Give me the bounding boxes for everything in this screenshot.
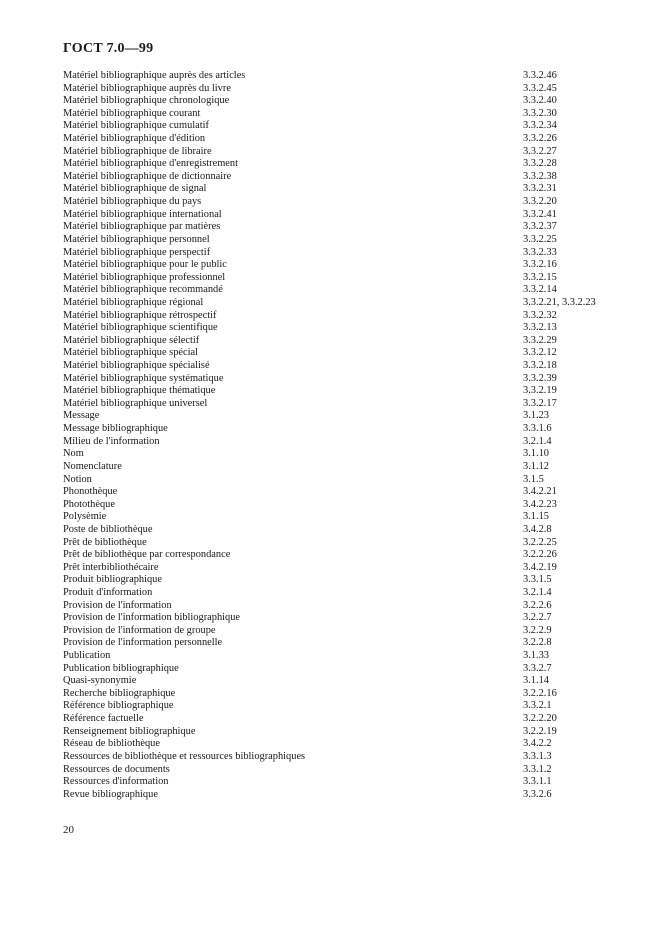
index-entry (63, 108, 623, 121)
index-term: Matériel bibliographique systématique (63, 372, 224, 384)
index-term: Phonothèque (63, 486, 118, 498)
index-entry (63, 474, 623, 487)
index-entry (63, 764, 623, 777)
index-entry (63, 637, 623, 650)
index-entry (63, 284, 623, 297)
index-entry (63, 789, 623, 802)
index-reference: 3.3.2.20 (523, 196, 557, 208)
index-entry (63, 196, 623, 209)
index-reference: 3.2.2.7 (523, 612, 552, 624)
index-term: Ressources d'information (63, 776, 169, 788)
index-reference: 3.1.23 (523, 410, 549, 422)
index-term: Matériel bibliographique spécial (63, 347, 199, 359)
index-reference: 3.3.2.41 (523, 208, 557, 220)
index-term: Photothèque (63, 498, 115, 510)
index-entry (63, 247, 623, 260)
index-reference: 3.3.2.13 (523, 322, 557, 334)
index-term: Produit d'information (63, 586, 153, 598)
index-reference: 3.2.2.20 (523, 713, 557, 725)
index-reference: 3.3.2.31 (523, 183, 557, 195)
index-entry (63, 423, 623, 436)
index-term: Matériel bibliographique pour le public (63, 259, 227, 271)
index-term: Matériel bibliographique auprès du livre (63, 82, 231, 94)
index-term: Renseignement bibliographique (63, 725, 196, 737)
index-term: Poste de bibliothèque (63, 523, 153, 535)
index-term: Produit bibliographique (63, 574, 162, 586)
index-entry (63, 650, 623, 663)
index-term: Matériel bibliographique d'enregistrement (63, 158, 238, 170)
index-entry (63, 398, 623, 411)
index-entry (63, 549, 623, 562)
index-reference: 3.2.1.4 (523, 435, 552, 447)
index-term: Matériel bibliographique professionnel (63, 271, 226, 283)
index-entry (63, 663, 623, 676)
index-term: Matériel bibliographique rétrospectif (63, 309, 217, 321)
index-entry (63, 83, 623, 96)
index-term: Message bibliographique (63, 423, 168, 435)
index-reference: 3.4.2.23 (523, 498, 557, 510)
index-term: Matériel bibliographique personnel (63, 233, 210, 245)
index-reference: 3.1.33 (523, 650, 549, 662)
index-term: Prêt de bibliothèque par correspondance (63, 549, 231, 561)
index-reference: 3.3.2.33 (523, 246, 557, 258)
index-entry (63, 499, 623, 512)
index-term: Revue bibliographique (63, 788, 158, 800)
index-entry (63, 738, 623, 751)
index-reference: 3.3.1.1 (523, 776, 552, 788)
index-term: Provision de l'information personnelle (63, 637, 223, 649)
index-reference: 3.3.1.6 (523, 423, 552, 435)
index-reference: 3.3.2.21, 3.3.2.23 (523, 296, 596, 308)
index-entry (63, 146, 623, 159)
index-reference: 3.2.2.19 (523, 725, 557, 737)
index-term: Matériel bibliographique spécialisé (63, 360, 210, 372)
index-term: Prêt interbibliothécaire (63, 561, 159, 573)
index-reference: 3.3.2.38 (523, 170, 557, 182)
index-term: Matériel bibliographique cumulatif (63, 120, 210, 132)
index-reference: 3.2.2.9 (523, 624, 552, 636)
index-reference: 3.4.2.8 (523, 523, 552, 535)
index-reference: 3.3.2.39 (523, 372, 557, 384)
index-reference: 3.1.12 (523, 460, 549, 472)
index-reference: 3.3.2.40 (523, 95, 557, 107)
index-term: Matériel bibliographique d'édition (63, 133, 206, 145)
index-reference: 3.2.2.8 (523, 637, 552, 649)
index-term: Publication (63, 650, 111, 662)
index-term: Réseau de bibliothèque (63, 738, 160, 750)
index-reference: 3.4.2.21 (523, 486, 557, 498)
index-term: Polysèmie (63, 511, 107, 523)
index-entry (63, 524, 623, 537)
index-reference: 3.3.2.37 (523, 221, 557, 233)
index-entry (63, 373, 623, 386)
index-reference: 3.2.2.26 (523, 549, 557, 561)
index-entry (63, 335, 623, 348)
index-reference: 3.2.2.6 (523, 599, 552, 611)
index-term: Prêt de bibliothèque (63, 536, 147, 548)
index-entry (63, 562, 623, 575)
index-reference: 3.1.14 (523, 675, 549, 687)
index-term: Matériel bibliographique chronologique (63, 95, 230, 107)
index-entry (63, 612, 623, 625)
index-entry (63, 385, 623, 398)
index-term: Matériel bibliographique thématique (63, 385, 216, 397)
index-reference: 3.3.2.26 (523, 133, 557, 145)
index-entry (63, 700, 623, 713)
index-reference: 3.3.2.29 (523, 334, 557, 346)
index-entry (63, 158, 623, 171)
index-term: Matériel bibliographique courant (63, 107, 201, 119)
index-term: Matériel bibliographique de dictionnaire (63, 170, 232, 182)
index-entry (63, 675, 623, 688)
index-entry (63, 713, 623, 726)
index-reference: 3.3.1.2 (523, 763, 552, 775)
index-reference: 3.3.2.30 (523, 107, 557, 119)
index-reference: 3.4.2.19 (523, 561, 557, 573)
index-entry (63, 70, 623, 83)
term-index-list (63, 70, 623, 801)
index-reference: 3.3.2.7 (523, 662, 552, 674)
index-reference: 3.4.2.2 (523, 738, 552, 750)
index-reference: 3.3.2.17 (523, 397, 557, 409)
index-entry (63, 537, 623, 550)
index-entry (63, 448, 623, 461)
index-entry (63, 221, 623, 234)
index-entry (63, 726, 623, 739)
index-entry (63, 310, 623, 323)
index-term: Provision de l'information (63, 599, 172, 611)
index-term: Publication bibliographique (63, 662, 179, 674)
index-reference: 3.3.2.19 (523, 385, 557, 397)
index-term: Provision de l'information de groupe (63, 624, 216, 636)
index-entry (63, 751, 623, 764)
index-entry (63, 347, 623, 360)
index-entry (63, 360, 623, 373)
index-entry (63, 272, 623, 285)
index-entry (63, 688, 623, 701)
index-reference: 3.2.2.25 (523, 536, 557, 548)
index-entry (63, 625, 623, 638)
index-term: Nom (63, 448, 84, 460)
index-reference: 3.1.5 (523, 473, 544, 485)
index-entry (63, 461, 623, 474)
index-term: Matériel bibliographique recommandé (63, 284, 223, 296)
index-term: Message (63, 410, 100, 422)
index-term: Matériel bibliographique par matières (63, 221, 221, 233)
index-entry (63, 171, 623, 184)
index-term: Ressources de bibliothèque et ressources bibliographiques (63, 750, 306, 762)
index-reference: 3.3.2.1 (523, 700, 552, 712)
index-reference: 3.2.2.16 (523, 687, 557, 699)
index-reference: 3.3.1.5 (523, 574, 552, 586)
index-entry (63, 486, 623, 499)
index-entry (63, 776, 623, 789)
index-reference: 3.3.2.12 (523, 347, 557, 359)
index-entry (63, 183, 623, 196)
index-reference: 3.3.2.14 (523, 284, 557, 296)
index-term: Référence factuelle (63, 713, 144, 725)
index-term: Référence bibliographique (63, 700, 174, 712)
index-term: Matériel bibliographique scientifique (63, 322, 218, 334)
index-reference: 3.3.2.34 (523, 120, 557, 132)
index-term: Matériel bibliographique sélectif (63, 334, 200, 346)
index-term: Nomenclature (63, 460, 122, 472)
page-number: 20 (63, 824, 74, 836)
index-reference: 3.3.2.18 (523, 360, 557, 372)
index-reference: 3.1.15 (523, 511, 549, 523)
index-entry (63, 587, 623, 600)
index-entry (63, 574, 623, 587)
index-entry (63, 297, 623, 310)
index-term: Provision de l'information bibliographique (63, 612, 241, 624)
index-term: Ressources de documents (63, 763, 170, 775)
index-entry (63, 259, 623, 272)
index-reference: 3.1.10 (523, 448, 549, 460)
document-header: ГОСТ 7.0—99 (63, 41, 154, 56)
index-reference: 3.3.2.16 (523, 259, 557, 271)
index-term: Matériel bibliographique de libraire (63, 145, 212, 157)
index-term: Recherche bibliographique (63, 687, 176, 699)
index-entry (63, 511, 623, 524)
index-reference: 3.2.1.4 (523, 586, 552, 598)
index-term: Matériel bibliographique auprès des articles (63, 70, 246, 81)
index-reference: 3.3.2.46 (523, 70, 557, 81)
index-reference: 3.3.2.6 (523, 788, 552, 800)
index-entry (63, 436, 623, 449)
index-reference: 3.3.1.3 (523, 750, 552, 762)
index-entry (63, 95, 623, 108)
index-entry (63, 133, 623, 146)
index-term: Matériel bibliographique universel (63, 397, 208, 409)
index-term: Matériel bibliographique international (63, 208, 222, 220)
index-term: Quasi-synonymie (63, 675, 137, 687)
index-entry (63, 234, 623, 247)
index-entry (63, 410, 623, 423)
index-entry (63, 322, 623, 335)
index-reference: 3.3.2.28 (523, 158, 557, 170)
index-reference: 3.3.2.15 (523, 271, 557, 283)
index-term: Notion (63, 473, 92, 485)
index-term: Matériel bibliographique perspectif (63, 246, 211, 258)
index-reference: 3.3.2.32 (523, 309, 557, 321)
index-term: Milieu de l'information (63, 435, 160, 447)
index-reference: 3.3.2.25 (523, 233, 557, 245)
index-reference: 3.3.2.45 (523, 82, 557, 94)
index-entry (63, 120, 623, 133)
index-term: Matériel bibliographique de signal (63, 183, 207, 195)
index-term: Matériel bibliographique régional (63, 296, 204, 308)
index-entry (63, 209, 623, 222)
index-entry (63, 600, 623, 613)
index-term: Matériel bibliographique du pays (63, 196, 202, 208)
index-reference: 3.3.2.27 (523, 145, 557, 157)
